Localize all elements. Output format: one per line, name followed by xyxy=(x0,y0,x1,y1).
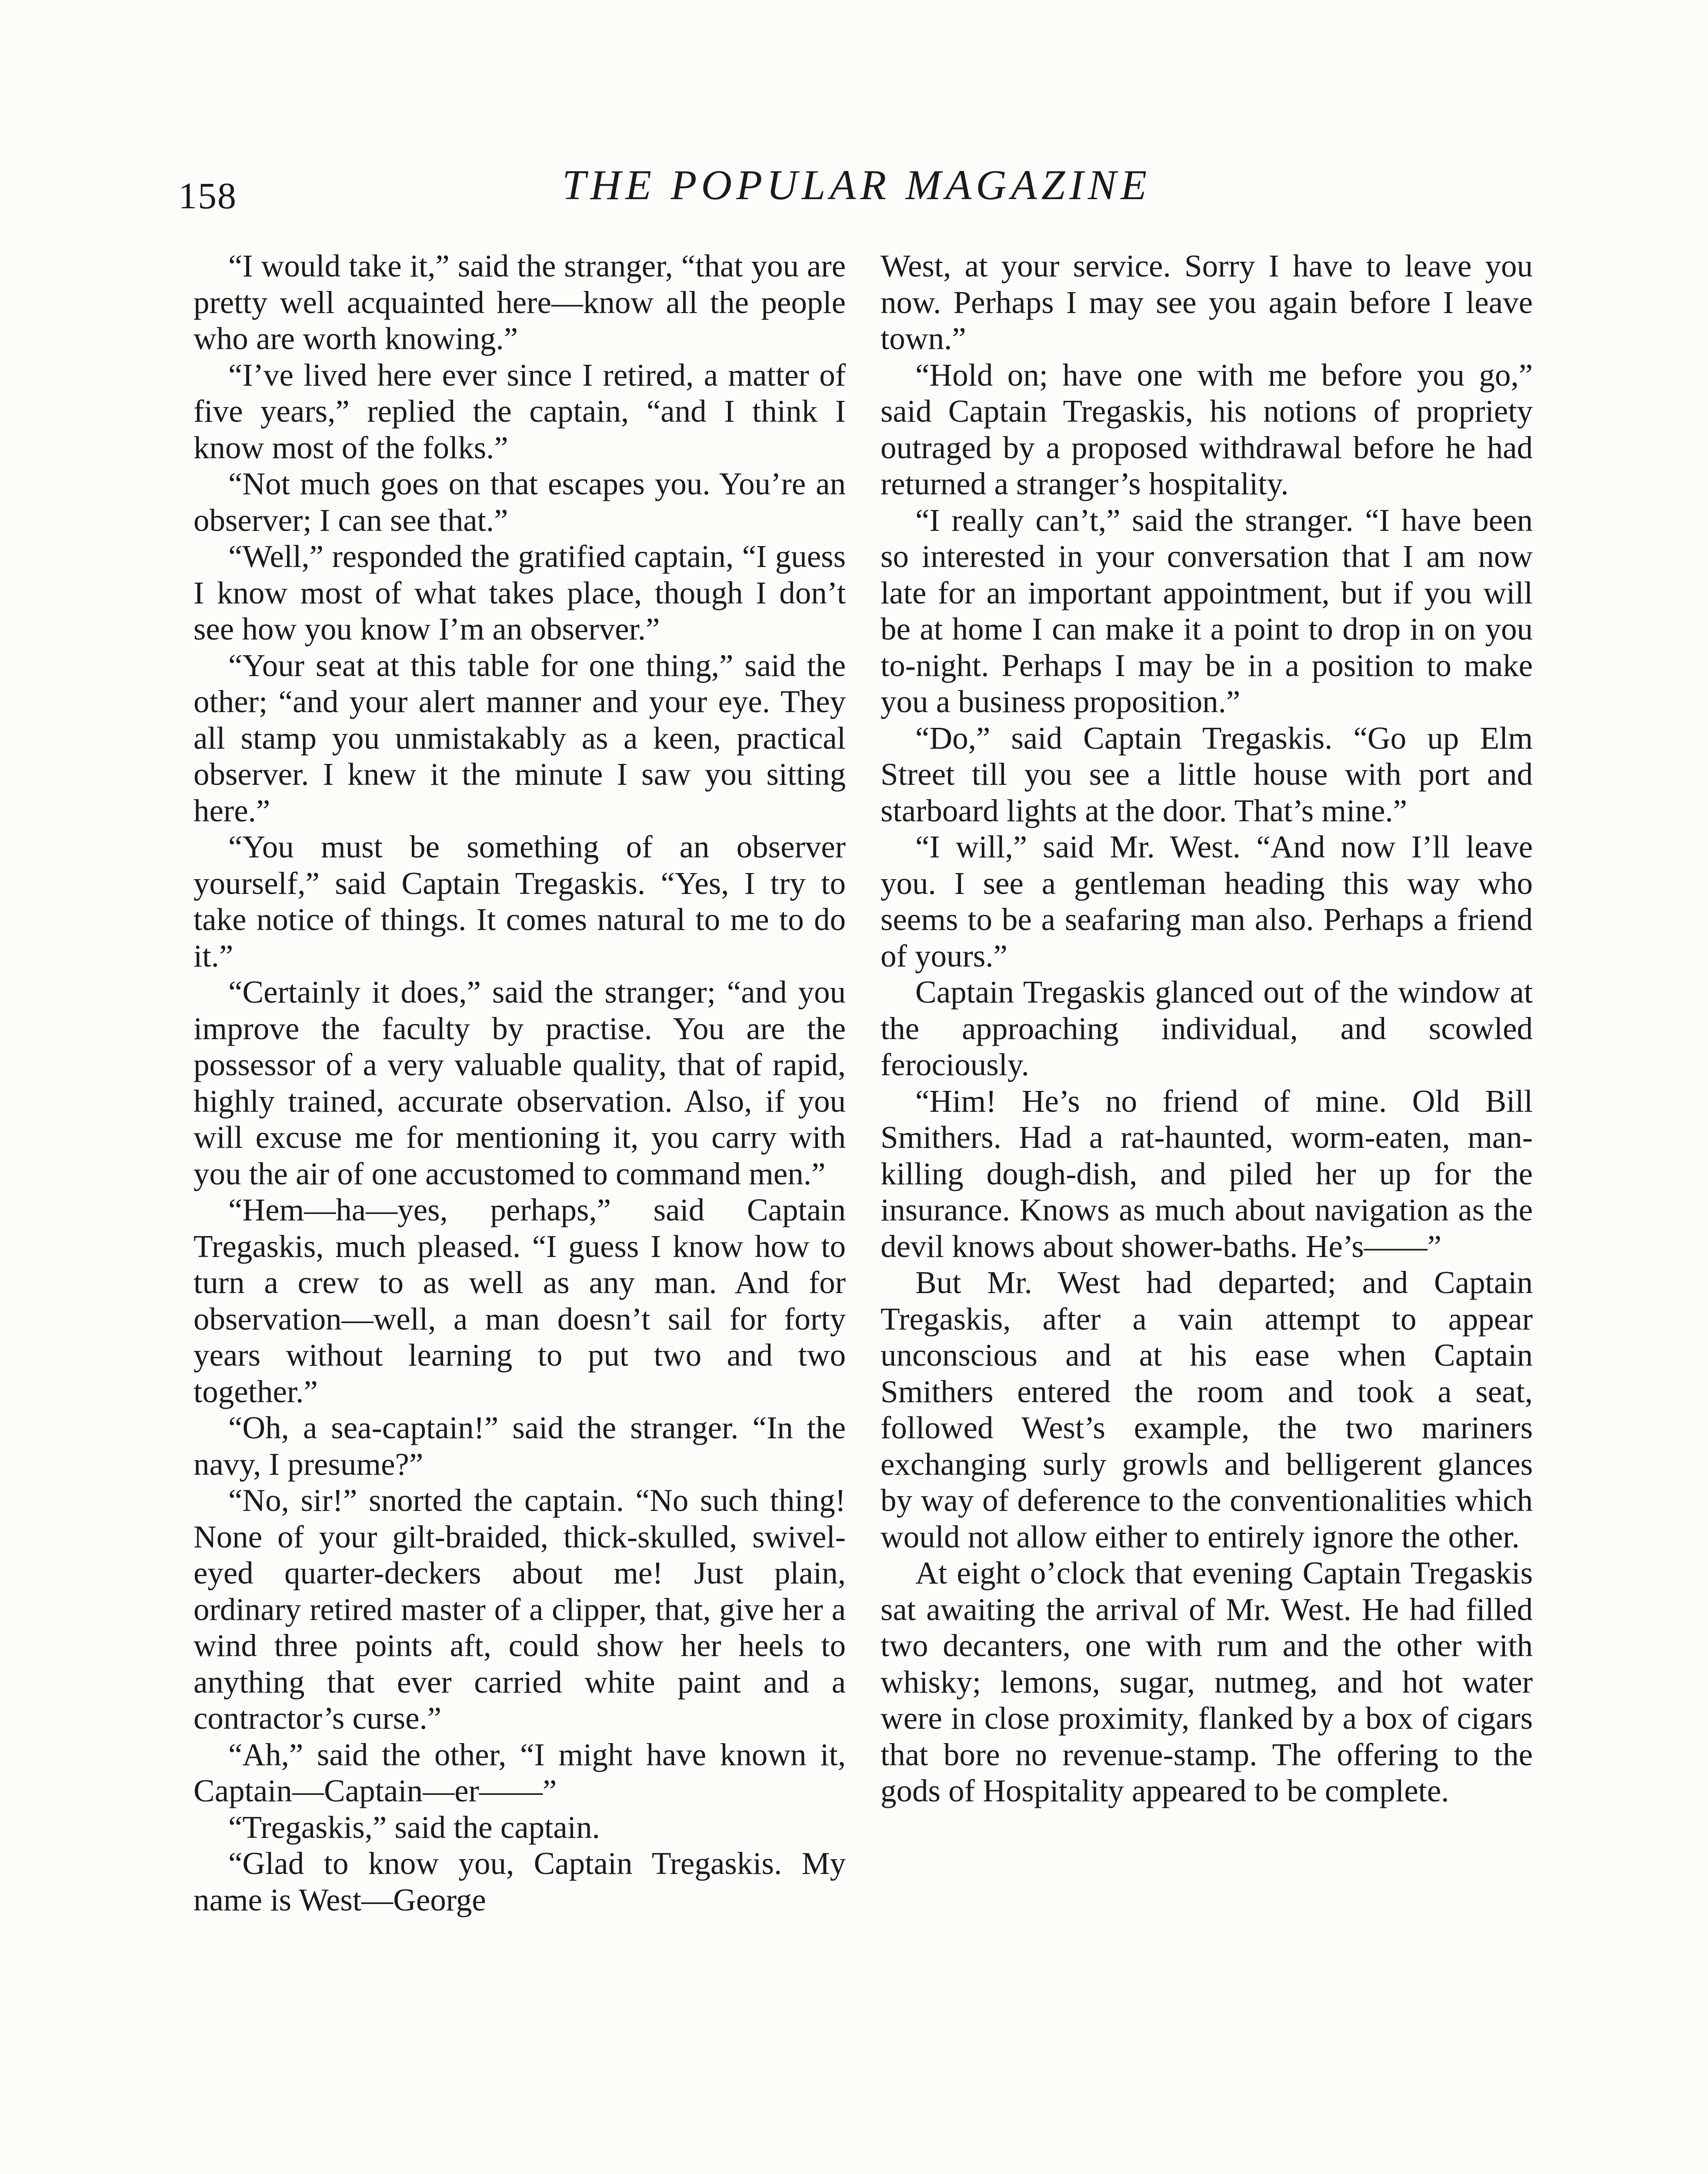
page-number: 158 xyxy=(178,175,237,217)
paragraph: Captain Tregaskis glanced out of the window at the approaching individual, and scowled ferociously. xyxy=(881,974,1533,1082)
paragraph: “Oh, a sea-captain!” said the stranger. “In the navy, I presume?” xyxy=(193,1410,846,1482)
paragraph: “I will,” said Mr. West. “And now I’ll leave you. I see a gentleman heading this way who seems to be a seafaring man also. Perhaps a friend of yours.” xyxy=(881,829,1533,974)
running-title: THE POPULAR MAGAZINE xyxy=(562,162,1151,209)
paragraph: “Hold on; have one with me before you go,” said Captain Tregaskis, his notions of propriety outraged by a proposed withdrawal before he had returned a stranger’s hospitality. xyxy=(881,357,1533,501)
paragraph: “Hem—ha—yes, perhaps,” said Captain Tregaskis, much pleased. “I guess I know how to turn a crew to as well as any man. And for observation—well, a man doesn’t sail for forty years without learning to put two and two together.” xyxy=(193,1192,846,1409)
paragraph: “Certainly it does,” said the stranger; “and you improve the faculty by practise. You are the possessor of a very valuable quality, that of rapid, highly trained, accurate observation. Also, if you will excuse me for mentioning it, you carry with you the air of one accustomed to command men.” xyxy=(193,974,846,1191)
paragraph: “Him! He’s no friend of mine. Old Bill Smithers. Had a rat-haunted, worm-eaten, man-killing dough-dish, and piled her up for the insurance. Knows as much about navigation as the devil knows about shower-baths. He’s——” xyxy=(881,1083,1533,1264)
paragraph: “You must be something of an observer yourself,” said Captain Tregaskis. “Yes, I try to take notice of things. It comes natural to me to do it.” xyxy=(193,829,846,974)
paragraph: “Your seat at this table for one thing,” said the other; “and your alert manner and your eye. They all stamp you unmistakably as a keen, practical observer. I knew it the minute I saw you sitting here.” xyxy=(193,647,846,828)
paragraph: At eight o’clock that evening Captain Tregaskis sat awaiting the arrival of Mr. West. He had filled two decanters, one with rum and the other with whisky; lemons, sugar, nutmeg, and hot water were in close proximity, flanked by a box of cigars that bore no revenue-stamp. The offering to the gods of Hospitality appeared to be complete. xyxy=(881,1555,1533,1808)
paragraph: “Tregaskis,” said the captain. xyxy=(228,1809,600,1845)
text-column-right xyxy=(881,248,1533,1809)
paragraph: “Glad to know you, Captain Tregaskis. My name is West—George xyxy=(193,1846,846,1917)
paragraph: But Mr. West had departed; and Captain Tregaskis, after a vain attempt to appear unconscious and at his ease when Captain Smithers entered the room and took a seat, followed West’s example, the two mariners exchanging surly growls and belligerent glances by way of deference to the conventionalities which would not allow either to entirely ignore the other. xyxy=(881,1265,1533,1554)
paragraph: “Well,” responded the gratified captain, “I guess I know most of what takes place, though I don’t see how you know I’m an observer.” xyxy=(193,539,846,647)
page-header xyxy=(178,161,1535,226)
paragraph: “I’ve lived here ever since I retired, a matter of five years,” replied the captain, “and I think I know most of the folks.” xyxy=(193,357,846,465)
paragraph: “Not much goes on that escapes you. You’re an observer; I can see that.” xyxy=(193,466,846,538)
paragraph: “No, sir!” snorted the captain. “No such thing! None of your gilt-braided, thick-skulled, swivel-eyed quarter-deckers about me! Just plain, ordinary retired master of a clipper, that, give her a wind three points aft, could show her heels to anything that ever carried white paint and a contractor’s curse.” xyxy=(193,1483,846,1736)
paragraph: “I really can’t,” said the stranger. “I have been so interested in your conversation that I am now late for an important appointment, but if you will be at home I can make it a point to drop in on you to-night. Perhaps I may be in a position to make you a business proposition.” xyxy=(881,502,1533,719)
paragraph: “Ah,” said the other, “I might have known it, Captain—Captain—er——” xyxy=(193,1737,846,1808)
paragraph: “I would take it,” said the stranger, “that you are pretty well acquainted here—know all the people who are worth knowing.” xyxy=(193,248,846,356)
text-column-left xyxy=(193,248,846,1918)
paragraph: “Do,” said Captain Tregaskis. “Go up Elm Street till you see a little house with port and starboard lights at the door. That’s mine.” xyxy=(881,720,1533,828)
paragraph-continued: West, at your service. Sorry I have to leave you now. Perhaps I may see you again before I leave town.” xyxy=(881,248,1533,356)
